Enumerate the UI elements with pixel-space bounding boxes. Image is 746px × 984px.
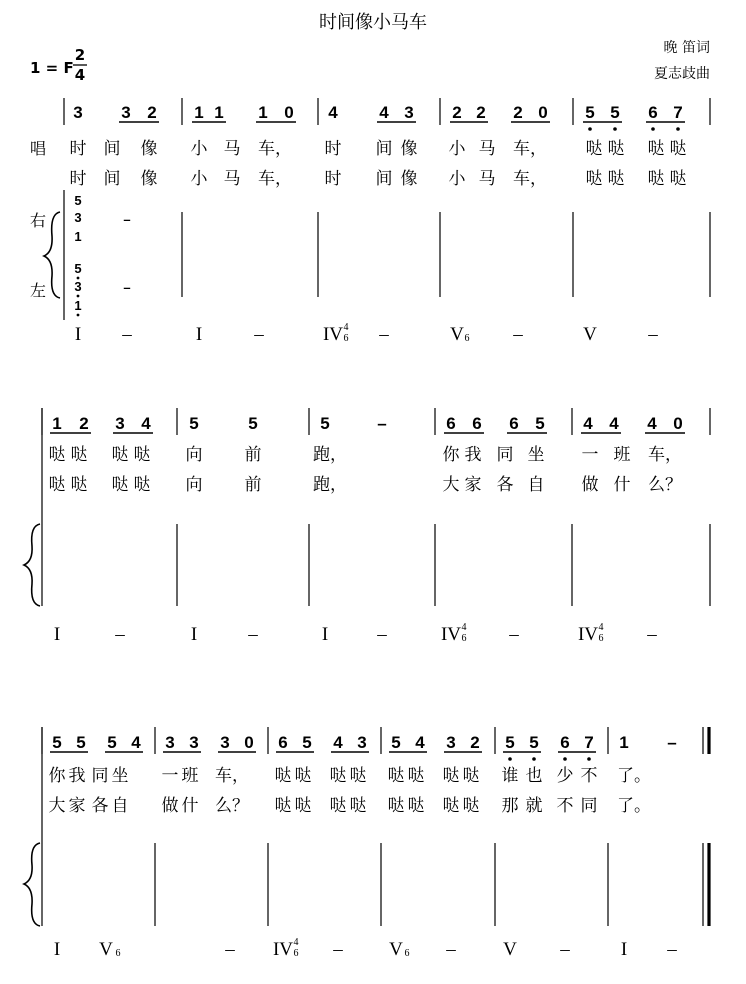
octave-dot bbox=[651, 127, 655, 131]
lyric: 哒 bbox=[294, 796, 312, 816]
rest-dash: – bbox=[115, 624, 125, 645]
note: 2 bbox=[79, 414, 89, 433]
lyric: 哒 bbox=[274, 796, 292, 816]
lyric: 哒 bbox=[462, 796, 480, 816]
lyric: 哒 bbox=[111, 445, 129, 465]
lyric: 同 bbox=[496, 445, 514, 465]
lyric: 哒 bbox=[70, 445, 88, 465]
piano-brace bbox=[24, 524, 40, 606]
rest-dash: – bbox=[333, 939, 343, 960]
lyric: 也 bbox=[525, 766, 543, 786]
lyric: 坐 bbox=[111, 766, 129, 786]
lyric: 像 bbox=[140, 169, 158, 189]
lyric: 哒 bbox=[669, 139, 687, 159]
piano-chord-note: 3 bbox=[74, 279, 82, 294]
lyric: 哒 bbox=[585, 139, 603, 159]
lyricist-credit: 晚 笛词 bbox=[663, 40, 710, 56]
lyric: 小 bbox=[448, 139, 466, 159]
rest-dash: – bbox=[647, 624, 657, 645]
note: 2 bbox=[470, 733, 480, 752]
octave-dot bbox=[676, 127, 680, 131]
lyric: 哒 bbox=[442, 796, 460, 816]
lyric: 时 bbox=[69, 139, 87, 159]
lyric: 哒 bbox=[329, 796, 347, 816]
note: 7 bbox=[673, 103, 683, 122]
lyric: 间 bbox=[103, 169, 121, 189]
note: 0 bbox=[538, 103, 548, 122]
lyric: 哒 bbox=[48, 445, 66, 465]
piano-chord-note: 3 bbox=[74, 210, 82, 225]
note: 6 bbox=[472, 414, 482, 433]
part-label-left-hand: 左 bbox=[30, 281, 47, 300]
lyric: 车， bbox=[258, 169, 292, 189]
lyric: 哒 bbox=[647, 139, 665, 159]
rest-dash: – bbox=[648, 324, 658, 345]
lyric: 什 bbox=[613, 475, 631, 495]
chord-figure: 6 bbox=[115, 948, 121, 959]
chord-symbol: IV bbox=[272, 939, 294, 960]
chord-figure: 6 bbox=[343, 333, 349, 344]
note: 2 bbox=[147, 103, 157, 122]
lyric: 哒 bbox=[669, 169, 687, 189]
lyric: 谁 bbox=[501, 766, 519, 786]
chord-symbol: I bbox=[74, 324, 82, 345]
piano-brace bbox=[44, 212, 60, 298]
lyric: 哒 bbox=[349, 796, 367, 816]
lyric: 小 bbox=[190, 169, 208, 189]
lyric: 各 bbox=[496, 475, 514, 495]
note: 6 bbox=[446, 414, 456, 433]
octave-dot bbox=[563, 757, 567, 761]
note: 3 bbox=[189, 733, 199, 752]
lyric: 车， bbox=[215, 766, 249, 786]
chord-symbol: V bbox=[389, 939, 403, 960]
lyric: 马 bbox=[478, 169, 496, 189]
lyric: 什 bbox=[181, 796, 199, 816]
note: 3 bbox=[357, 733, 367, 752]
rest-dash: – bbox=[377, 414, 387, 433]
lyric: 像 bbox=[400, 169, 418, 189]
note: 4 bbox=[379, 103, 389, 122]
lyric: 同 bbox=[580, 796, 598, 816]
note: 5 bbox=[302, 733, 312, 752]
lyric: 哒 bbox=[387, 796, 405, 816]
octave-dot bbox=[532, 757, 536, 761]
note: 4 bbox=[131, 733, 141, 752]
chord-figure: 4 bbox=[343, 322, 349, 333]
lyric: 马 bbox=[223, 169, 241, 189]
note: 5 bbox=[76, 733, 86, 752]
rest-dash: – bbox=[122, 324, 132, 345]
note: 1 bbox=[214, 103, 224, 122]
chord-figure: 6 bbox=[464, 333, 470, 344]
composer-credit: 夏志歧曲 bbox=[654, 66, 710, 82]
lyric: 哒 bbox=[294, 766, 312, 786]
lyric: 一 bbox=[581, 445, 599, 465]
lyric: 哒 bbox=[329, 766, 347, 786]
lyric: 做 bbox=[581, 475, 599, 495]
chord-symbol: IV bbox=[440, 624, 462, 645]
rest-dash: – bbox=[379, 324, 389, 345]
lyric: 班 bbox=[613, 445, 631, 465]
note: 1 bbox=[258, 103, 268, 122]
note: 4 bbox=[328, 103, 338, 122]
lyric: 我 bbox=[464, 445, 482, 465]
chord-figure: 6 bbox=[293, 948, 299, 959]
note: 5 bbox=[529, 733, 539, 752]
lyric: 少 bbox=[556, 766, 574, 786]
note: 3 bbox=[73, 103, 83, 122]
note: 3 bbox=[165, 733, 175, 752]
rest-dash: – bbox=[667, 939, 677, 960]
lyric: 我 bbox=[68, 766, 86, 786]
chord-symbol: V bbox=[450, 324, 464, 345]
lyric: 了。 bbox=[617, 766, 651, 786]
piano-brace bbox=[24, 843, 40, 926]
note: 7 bbox=[584, 733, 594, 752]
lyric: 一 bbox=[161, 766, 179, 786]
note: 6 bbox=[560, 733, 570, 752]
note: 5 bbox=[52, 733, 62, 752]
lyric: 家 bbox=[464, 475, 482, 495]
lyric: 么？ bbox=[648, 475, 682, 495]
octave-dot bbox=[77, 295, 80, 298]
lyric: 间 bbox=[375, 169, 393, 189]
octave-dot bbox=[508, 757, 512, 761]
chord-figure: 4 bbox=[293, 937, 299, 948]
note: 0 bbox=[284, 103, 294, 122]
note: 6 bbox=[278, 733, 288, 752]
lyric: 同 bbox=[91, 766, 109, 786]
lyric: 哒 bbox=[607, 139, 625, 159]
lyric: 像 bbox=[140, 139, 158, 159]
piano-chord-note: 1 bbox=[74, 298, 82, 313]
lyric: 自 bbox=[111, 796, 129, 816]
piano-chord-note: 5 bbox=[74, 261, 82, 276]
lyric: 么？ bbox=[215, 796, 249, 816]
time-signature-top: 2 bbox=[74, 46, 86, 64]
chord-symbol: V bbox=[583, 324, 597, 345]
chord-symbol: I bbox=[190, 624, 198, 645]
part-label-right-hand: 右 bbox=[30, 211, 47, 230]
lyric: 哒 bbox=[133, 445, 151, 465]
octave-dot bbox=[77, 277, 80, 280]
note: 3 bbox=[220, 733, 230, 752]
lyric: 了。 bbox=[617, 796, 651, 816]
chord-figure: 4 bbox=[461, 622, 467, 633]
system-3 bbox=[24, 727, 709, 960]
lyric: 车， bbox=[513, 169, 547, 189]
chord-figure: 6 bbox=[404, 948, 410, 959]
note: 4 bbox=[333, 733, 343, 752]
chord-symbol: I bbox=[195, 324, 203, 345]
note: 5 bbox=[320, 414, 330, 433]
note: 0 bbox=[673, 414, 683, 433]
lyric: 马 bbox=[223, 139, 241, 159]
lyric: 间 bbox=[103, 139, 121, 159]
lyric: 坐 bbox=[527, 445, 545, 465]
song-title: 时间像小马车 bbox=[319, 12, 427, 33]
rest-dash: – bbox=[254, 324, 264, 345]
piano-chord-note: 5 bbox=[74, 193, 82, 208]
lyric: 哒 bbox=[133, 475, 151, 495]
note: 5 bbox=[505, 733, 515, 752]
note: 4 bbox=[647, 414, 657, 433]
note: 5 bbox=[391, 733, 401, 752]
lyric: 班 bbox=[181, 766, 199, 786]
part-label-sing: 唱 bbox=[30, 139, 47, 158]
lyric: 那 bbox=[501, 796, 519, 816]
chord-symbol: V bbox=[503, 939, 517, 960]
lyric: 小 bbox=[448, 169, 466, 189]
rest-dash: – bbox=[446, 939, 456, 960]
lyric: 就 bbox=[525, 796, 543, 816]
note: 2 bbox=[476, 103, 486, 122]
lyric: 哒 bbox=[462, 766, 480, 786]
note: 2 bbox=[452, 103, 462, 122]
time-signature-bottom: 4 bbox=[74, 66, 86, 84]
chord-symbol: I bbox=[53, 939, 61, 960]
rest-dash: – bbox=[225, 939, 235, 960]
note: 4 bbox=[415, 733, 425, 752]
system-1 bbox=[44, 98, 710, 345]
lyric: 哒 bbox=[387, 766, 405, 786]
lyric: 哒 bbox=[647, 169, 665, 189]
lyric: 哒 bbox=[349, 766, 367, 786]
lyric: 向 bbox=[185, 475, 203, 495]
lyric: 车， bbox=[258, 139, 292, 159]
lyric: 大 bbox=[48, 796, 66, 816]
note: 1 bbox=[194, 103, 204, 122]
chord-symbol: I bbox=[321, 624, 329, 645]
lyric: 车， bbox=[648, 445, 682, 465]
note: 5 bbox=[189, 414, 199, 433]
piano-rest-dash: – bbox=[123, 212, 131, 227]
note: 5 bbox=[248, 414, 258, 433]
key-signature: 1 = F bbox=[30, 59, 74, 77]
note: 0 bbox=[244, 733, 254, 752]
rest-dash: – bbox=[377, 624, 387, 645]
lyric: 跑， bbox=[313, 475, 347, 495]
octave-dot bbox=[77, 314, 80, 317]
lyric: 大 bbox=[442, 475, 460, 495]
chord-symbol: I bbox=[53, 624, 61, 645]
rest-dash: – bbox=[248, 624, 258, 645]
lyric: 你 bbox=[442, 445, 460, 465]
rest-dash: – bbox=[667, 733, 677, 752]
lyric: 哒 bbox=[585, 169, 603, 189]
rest-dash: – bbox=[513, 324, 523, 345]
note: 2 bbox=[513, 103, 523, 122]
note: 4 bbox=[583, 414, 593, 433]
lyric: 像 bbox=[400, 139, 418, 159]
lyric: 哒 bbox=[442, 766, 460, 786]
lyric: 不 bbox=[556, 796, 574, 816]
note: 3 bbox=[115, 414, 125, 433]
lyric: 哒 bbox=[48, 475, 66, 495]
lyric: 哒 bbox=[407, 796, 425, 816]
note: 5 bbox=[610, 103, 620, 122]
note: 3 bbox=[446, 733, 456, 752]
note: 5 bbox=[585, 103, 595, 122]
chord-symbol: V bbox=[99, 939, 113, 960]
lyric: 前 bbox=[244, 445, 262, 465]
lyric: 自 bbox=[527, 475, 545, 495]
chord-symbol: IV bbox=[577, 624, 599, 645]
lyric: 时 bbox=[324, 139, 342, 159]
lyric: 各 bbox=[91, 796, 109, 816]
lyric: 向 bbox=[185, 445, 203, 465]
lyric: 马 bbox=[478, 139, 496, 159]
lyric: 哒 bbox=[607, 169, 625, 189]
octave-dot bbox=[613, 127, 617, 131]
rest-dash: – bbox=[509, 624, 519, 645]
octave-dot bbox=[587, 757, 591, 761]
note: 1 bbox=[52, 414, 62, 433]
piano-chord-note: 1 bbox=[74, 229, 82, 244]
chord-symbol: IV bbox=[322, 324, 344, 345]
chord-figure: 4 bbox=[598, 622, 604, 633]
note: 3 bbox=[404, 103, 414, 122]
chord-figure: 6 bbox=[461, 633, 467, 644]
lyric: 不 bbox=[580, 766, 598, 786]
note: 4 bbox=[141, 414, 151, 433]
lyric: 跑， bbox=[313, 445, 347, 465]
lyric: 哒 bbox=[407, 766, 425, 786]
lyric: 你 bbox=[48, 766, 66, 786]
note: 5 bbox=[535, 414, 545, 433]
note: 4 bbox=[609, 414, 619, 433]
note: 1 bbox=[619, 733, 629, 752]
note: 6 bbox=[509, 414, 519, 433]
lyric: 小 bbox=[190, 139, 208, 159]
octave-dot bbox=[588, 127, 592, 131]
piano-rest-dash: – bbox=[123, 280, 131, 295]
chord-figure: 6 bbox=[598, 633, 604, 644]
lyric: 时 bbox=[69, 169, 87, 189]
lyric: 做 bbox=[161, 796, 179, 816]
lyric: 时 bbox=[324, 169, 342, 189]
lyric: 家 bbox=[68, 796, 86, 816]
lyric: 间 bbox=[375, 139, 393, 159]
chord-symbol: I bbox=[620, 939, 628, 960]
note: 6 bbox=[648, 103, 658, 122]
lyric: 哒 bbox=[274, 766, 292, 786]
lyric: 哒 bbox=[70, 475, 88, 495]
lyric: 前 bbox=[244, 475, 262, 495]
rest-dash: – bbox=[560, 939, 570, 960]
note: 5 bbox=[107, 733, 117, 752]
lyric: 车， bbox=[513, 139, 547, 159]
system-2 bbox=[24, 408, 710, 645]
lyric: 哒 bbox=[111, 475, 129, 495]
note: 3 bbox=[121, 103, 131, 122]
